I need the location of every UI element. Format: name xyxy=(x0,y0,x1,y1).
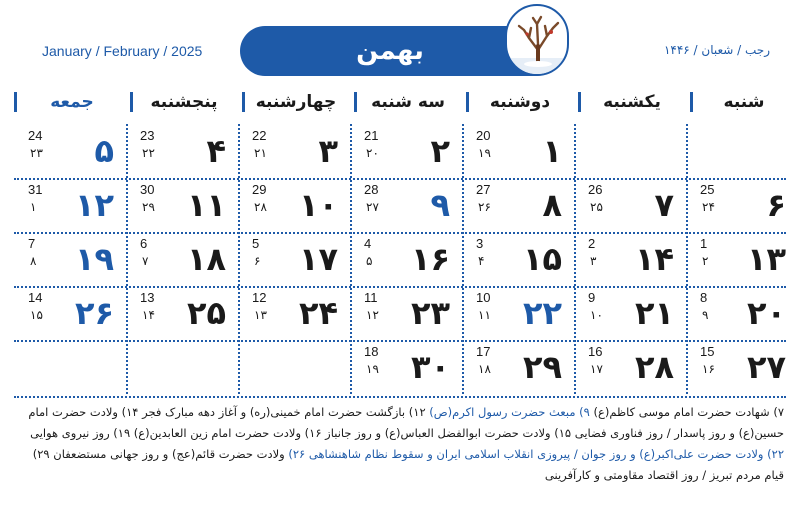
day-cell xyxy=(576,178,688,232)
gregorian-day-number: 5 xyxy=(252,236,260,251)
day-cell xyxy=(688,178,800,232)
weekday-label: چهارشنبه xyxy=(255,92,337,112)
hijri-day-number: ۲ xyxy=(702,254,709,268)
hijri-day-number: ۷ xyxy=(142,254,149,268)
solar-day-number: ۱۴ xyxy=(634,240,674,278)
hijri-day-number: ۶ xyxy=(254,254,261,268)
empty-day-cell xyxy=(576,124,688,178)
hijri-day-number: ۱۵ xyxy=(30,308,43,322)
grid-bottom-divider xyxy=(14,396,786,398)
hijri-day-number: ۲۶ xyxy=(478,200,491,214)
hijri-day-number: ۲۳ xyxy=(30,146,43,160)
hijri-day-number: ۱۶ xyxy=(702,362,715,376)
solar-day-number: ۲۹ xyxy=(522,348,562,386)
weekday-header xyxy=(14,84,800,120)
day-cell xyxy=(352,124,464,178)
day-cell xyxy=(464,124,576,178)
day-cell xyxy=(576,340,688,394)
weekday-separator xyxy=(690,92,693,112)
hijri-months: رجب / شعبان / ۱۴۴۶ xyxy=(663,43,770,57)
hijri-day-number: ۱۹ xyxy=(366,362,379,376)
solar-day-number: ۲۶ xyxy=(74,294,114,332)
day-cell xyxy=(464,178,576,232)
solar-day-number: ۴ xyxy=(206,132,226,170)
gregorian-day-number: 11 xyxy=(364,290,378,305)
solar-day-number: ۱۷ xyxy=(298,240,338,278)
gregorian-day-number: 4 xyxy=(364,236,372,251)
holiday-note: ۹) مبعث حضرت رسول اکرم(ص) xyxy=(425,405,590,419)
gregorian-day-number: 16 xyxy=(588,344,603,359)
solar-day-number: ۱۳ xyxy=(746,240,786,278)
solar-day-number: ۱۰ xyxy=(298,186,338,224)
solar-day-number: ۸ xyxy=(542,186,562,224)
day-cell xyxy=(128,124,240,178)
solar-day-number: ۱۹ xyxy=(74,240,114,278)
day-cell xyxy=(240,286,352,340)
gregorian-day-number: 7 xyxy=(28,236,36,251)
hijri-day-number: ۲۴ xyxy=(702,200,715,214)
weekday-wednesday xyxy=(240,84,352,120)
gregorian-day-number: 9 xyxy=(588,290,596,305)
gregorian-day-number: 28 xyxy=(364,182,379,197)
weekday-label: دوشنبه xyxy=(489,92,551,112)
gregorian-day-number: 30 xyxy=(140,182,155,197)
empty-day-cell xyxy=(128,340,240,394)
hijri-day-number: ۸ xyxy=(30,254,37,268)
empty-day-cell xyxy=(688,124,800,178)
gregorian-months: January / February / 2025 xyxy=(42,43,203,59)
solar-day-number: ۲۷ xyxy=(746,348,786,386)
gregorian-day-number: 13 xyxy=(140,290,155,305)
gregorian-day-number: 29 xyxy=(252,182,267,197)
solar-day-number: ۲۳ xyxy=(410,294,450,332)
calendar-grid xyxy=(14,124,800,394)
gregorian-day-number: 14 xyxy=(28,290,43,305)
weekday-tuesday xyxy=(352,84,464,120)
hijri-day-number: ۵ xyxy=(366,254,373,268)
day-cell xyxy=(576,232,688,286)
solar-day-number: ۲۰ xyxy=(746,294,786,332)
day-cell xyxy=(464,232,576,286)
solar-day-number: ۱۲ xyxy=(74,186,114,224)
hijri-day-number: ۹ xyxy=(702,308,709,322)
weekday-label: جمعه xyxy=(50,92,94,112)
hijri-day-number: ۲۰ xyxy=(366,146,379,160)
hijri-day-number: ۱ xyxy=(30,200,37,214)
day-cell xyxy=(464,340,576,394)
weekday-label: یکشنبه xyxy=(603,92,661,112)
hijri-day-number: ۲۵ xyxy=(590,200,603,214)
hijri-day-number: ۱۹ xyxy=(478,146,491,160)
gregorian-day-number: 1 xyxy=(700,236,708,251)
hijri-day-number: ۲۸ xyxy=(254,200,267,214)
gregorian-day-number: 15 xyxy=(700,344,715,359)
weekday-friday xyxy=(16,84,128,120)
hijri-day-number: ۴ xyxy=(478,254,485,268)
day-cell xyxy=(688,340,800,394)
weekday-separator xyxy=(14,92,17,112)
gregorian-day-number: 22 xyxy=(252,128,267,143)
event-note: ولادت حضرت قائم(عج) و روز جهانی مستضعفان ۲۹) قیام مردم تبریز / روز اقتصاد مقاومتی و کارآفرینی xyxy=(32,447,784,482)
calendar-header xyxy=(0,0,800,82)
event-note: ۷) شهادت حضرت امام موسی کاظم(ع) xyxy=(589,405,784,419)
gregorian-day-number: 3 xyxy=(476,236,484,251)
gregorian-day-number: 24 xyxy=(28,128,43,143)
holiday-note: ۲۲) ولادت حضرت علی‌اکبر(ع) و روز جوان / پیروزی انقلاب اسلامی ایران و سقوط نظام شاهنشاهی ۲۶) xyxy=(284,447,784,461)
hijri-day-number: ۱۴ xyxy=(142,308,155,322)
weekday-monday xyxy=(464,84,576,120)
solar-day-number: ۹ xyxy=(430,186,450,224)
gregorian-day-number: 6 xyxy=(140,236,148,251)
solar-day-number: ۱ xyxy=(542,132,562,170)
solar-day-number: ۶ xyxy=(766,186,786,224)
day-cell xyxy=(240,232,352,286)
month-title: بهمن xyxy=(356,36,424,66)
gregorian-day-number: 17 xyxy=(476,344,491,359)
gregorian-day-number: 2 xyxy=(588,236,596,251)
solar-day-number: ۲۲ xyxy=(522,294,562,332)
hijri-day-number: ۳ xyxy=(590,254,597,268)
hijri-day-number: ۱۰ xyxy=(590,308,603,322)
hijri-day-number: ۱۳ xyxy=(254,308,267,322)
hijri-day-number: ۲۹ xyxy=(142,200,155,214)
weekday-label: شنبه xyxy=(723,92,765,112)
day-cell xyxy=(128,178,240,232)
solar-day-number: ۱۸ xyxy=(186,240,226,278)
winter-tree-icon xyxy=(505,4,569,76)
solar-day-number: ۲۸ xyxy=(634,348,674,386)
weekday-separator xyxy=(130,92,133,112)
day-cell xyxy=(240,178,352,232)
day-cell xyxy=(16,286,128,340)
day-cell xyxy=(16,124,128,178)
solar-day-number: ۲۴ xyxy=(298,294,338,332)
gregorian-day-number: 31 xyxy=(28,182,43,197)
gregorian-day-number: 12 xyxy=(252,290,267,305)
solar-day-number: ۷ xyxy=(654,186,674,224)
hijri-day-number: ۱۷ xyxy=(590,362,603,376)
day-cell xyxy=(128,232,240,286)
gregorian-day-number: 21 xyxy=(364,128,379,143)
hijri-day-number: ۲۱ xyxy=(254,146,267,160)
solar-day-number: ۳ xyxy=(318,132,338,170)
weekday-saturday xyxy=(688,84,800,120)
weekday-thursday xyxy=(128,84,240,120)
day-cell xyxy=(688,232,800,286)
weekday-separator xyxy=(466,92,469,112)
solar-day-number: ۵ xyxy=(94,132,114,170)
weekday-separator xyxy=(242,92,245,112)
day-cell xyxy=(464,286,576,340)
weekday-separator xyxy=(578,92,581,112)
empty-day-cell xyxy=(16,340,128,394)
gregorian-day-number: 25 xyxy=(700,182,715,197)
solar-day-number: ۲ xyxy=(430,132,450,170)
gregorian-day-number: 27 xyxy=(476,182,491,197)
solar-day-number: ۱۵ xyxy=(522,240,562,278)
hijri-day-number: ۲۲ xyxy=(142,146,155,160)
empty-day-cell xyxy=(240,340,352,394)
day-cell xyxy=(576,286,688,340)
day-cell xyxy=(128,286,240,340)
solar-day-number: ۱۶ xyxy=(410,240,450,278)
events-notes xyxy=(16,402,784,486)
gregorian-day-number: 10 xyxy=(476,290,491,305)
weekday-sunday xyxy=(576,84,688,120)
solar-day-number: ۳۰ xyxy=(410,348,450,386)
solar-day-number: ۲۵ xyxy=(186,294,226,332)
day-cell xyxy=(16,178,128,232)
weekday-label: پنجشنبه xyxy=(150,92,218,112)
day-cell xyxy=(688,286,800,340)
hijri-day-number: ۲۷ xyxy=(366,200,379,214)
solar-day-number: ۱۱ xyxy=(186,186,226,224)
hijri-day-number: ۱۸ xyxy=(478,362,491,376)
hijri-day-number: ۱۲ xyxy=(366,308,379,322)
hijri-day-number: ۱۱ xyxy=(478,308,491,322)
weekday-label: سه شنبه xyxy=(371,92,445,112)
day-cell xyxy=(352,340,464,394)
gregorian-day-number: 20 xyxy=(476,128,491,143)
day-cell xyxy=(16,232,128,286)
weekday-separator xyxy=(354,92,357,112)
day-cell xyxy=(352,232,464,286)
gregorian-day-number: 8 xyxy=(700,290,708,305)
day-cell xyxy=(352,286,464,340)
gregorian-day-number: 23 xyxy=(140,128,155,143)
gregorian-day-number: 26 xyxy=(588,182,603,197)
solar-day-number: ۲۱ xyxy=(634,294,674,332)
event-note: ۱۲) بازگشت حضرت امام خمینی(ره) و آغاز دهه مبارک فجر ۱۴) ولادت حضرت امام حسین(ع) و روز پاسدار / روز فناوری فضایی ۱۵) ولادت حضرت ابوالفضل العباس(ع) و روز جانباز ۱۶) ولادت حضرت امام زین العابدین(ع) ۱۹) روز نیروی هوایی xyxy=(28,405,784,440)
day-cell xyxy=(352,178,464,232)
gregorian-day-number: 18 xyxy=(364,344,379,359)
day-cell xyxy=(240,124,352,178)
